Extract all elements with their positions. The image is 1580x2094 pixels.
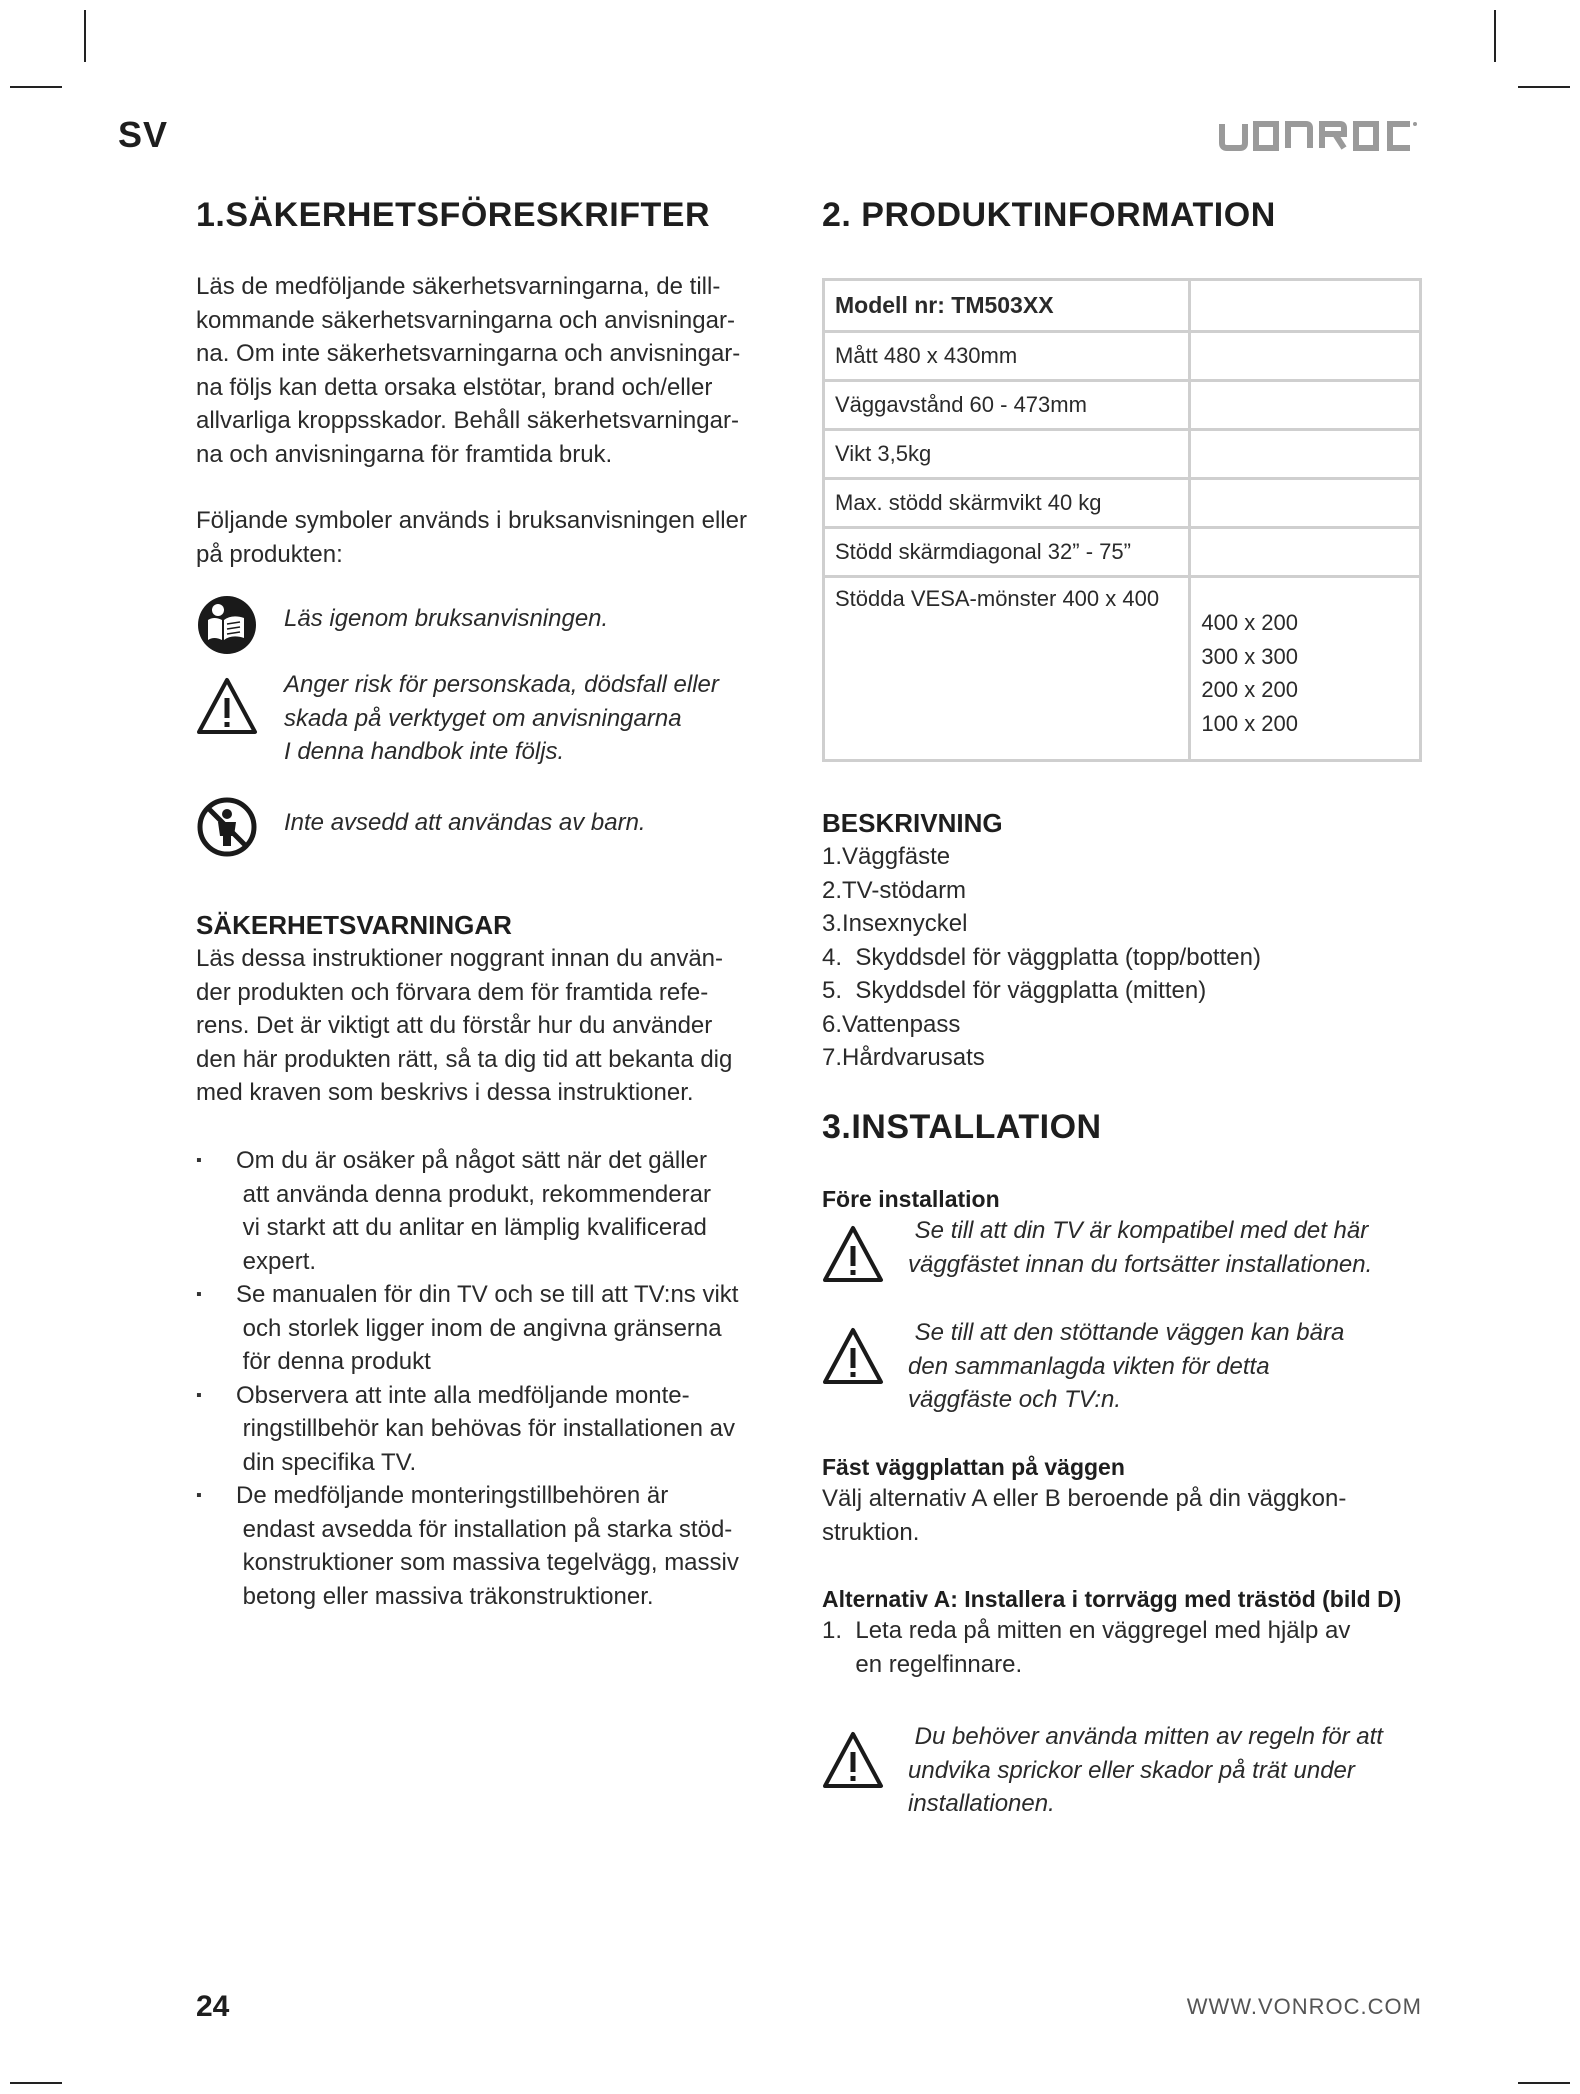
symbol-text: Läs igenom bruksanvisningen. — [284, 605, 609, 632]
warning-text — [908, 1214, 1372, 1281]
section-title-safety: 1.SÄKERHETSFÖRESKRIFTER — [196, 196, 710, 234]
text-line: der produkten och förvara dem för framtida refe- — [196, 978, 709, 1006]
safety-warnings-title: SÄKERHETSVARNINGAR — [196, 910, 512, 940]
fasten-plate-title: Fäst väggplattan på väggen — [822, 1454, 1125, 1480]
text-line: installationen. — [908, 1790, 1055, 1817]
text-line: att använda denna produkt, rekommenderar — [236, 1180, 711, 1208]
page-number: 24 — [196, 1990, 230, 2023]
text-line: Se till att den stöttande väggen kan bära — [908, 1319, 1345, 1346]
text-line: expert. — [236, 1247, 317, 1275]
text-line: ringstillbehör kan behövas för installationen av — [236, 1415, 735, 1442]
text-line: din specifika TV. — [236, 1448, 417, 1476]
text-line: allvarliga kroppsskador. Behåll säkerhetsvarningar- — [196, 407, 739, 434]
table-cell — [1190, 479, 1421, 528]
vesa-value: 400 x 200 — [1201, 610, 1299, 635]
symbol-text — [284, 668, 719, 769]
text-line: en regelfinnare. — [822, 1650, 1023, 1678]
list-item: 4. Skyddsdel för väggplatta (topp/botten) — [822, 943, 1261, 971]
symbols-intro — [196, 504, 796, 571]
text-line: konstruktioner som massiva tegelvägg, massiv — [236, 1549, 739, 1576]
text-line: Se till att din TV är kompatibel med det här — [908, 1217, 1369, 1244]
warning-triangle-icon — [822, 1224, 884, 1286]
crop-mark — [84, 10, 86, 62]
vesa-list — [1201, 586, 1409, 740]
text-line: väggfäste och TV:n. — [908, 1386, 1122, 1413]
list-item: 5. Skyddsdel för väggplatta (mitten) — [822, 977, 1207, 1004]
text-line: undvika sprickor eller skador på trät under — [908, 1756, 1355, 1784]
text-line: kommande säkerhetsvarningarna och anvisningar- — [196, 306, 735, 334]
text-line: na följs kan detta orsaka elstötar, brand och/eller — [196, 373, 713, 401]
text-line: endast avsedda för installation på starka stöd- — [236, 1515, 733, 1543]
table-cell — [1190, 528, 1421, 577]
list-item: 3.Insexnyckel — [822, 910, 968, 937]
table-cell: Väggavstånd 60 - 473mm — [824, 381, 1190, 430]
text-line: na. Om inte säkerhetsvarningarna och anvisningar- — [196, 340, 741, 367]
table-row — [824, 381, 1421, 430]
fasten-plate-text — [822, 1482, 1422, 1549]
text-line: Anger risk för personskada, dödsfall eller — [284, 671, 719, 698]
symbol-warning — [196, 662, 796, 765]
text-line: med kraven som beskrivs i dessa instruktioner. — [196, 1079, 694, 1106]
text-line: för denna produkt — [236, 1348, 431, 1375]
text-line: Läs dessa instruktioner noggrant innan du använ- — [196, 945, 724, 972]
table-cell — [1190, 577, 1421, 761]
vesa-value: 300 x 300 — [1201, 643, 1299, 669]
table-cell: Stödd skärmdiagonal 32” - 75” — [824, 528, 1190, 577]
symbol-read-manual — [196, 594, 796, 656]
read-manual-icon — [196, 594, 258, 656]
warning-triangle-icon — [822, 1730, 884, 1792]
section-title-product-info: 2. PRODUKTINFORMATION — [822, 196, 1276, 234]
list-item: 2.TV-stödarm — [822, 876, 967, 904]
alternative-a-title: Alternativ A: Installera i torrvägg med trästöd (bild D) — [822, 1586, 1402, 1612]
table-cell — [1190, 332, 1421, 381]
list-item — [196, 1379, 796, 1480]
table-cell: Modell nr: TM503XX — [824, 280, 1190, 332]
safety-bullet-list — [196, 1144, 796, 1613]
warning-triangle-icon — [822, 1326, 884, 1388]
list-item — [196, 1479, 796, 1613]
table-row — [824, 280, 1421, 332]
text-line: den sammanlagda vikten för detta — [908, 1352, 1270, 1380]
table-cell: Mått 480 x 430mm — [824, 332, 1190, 381]
text-line: 1. Leta reda på mitten en väggregel med hjälp av — [822, 1617, 1351, 1644]
text-line: na och anvisningarna för framtida bruk. — [196, 440, 613, 468]
text-line: I denna handbok inte följs. — [284, 738, 565, 765]
table-cell: Max. stödd skärmvikt 40 kg — [824, 479, 1190, 528]
vesa-value: 100 x 200 — [1201, 710, 1299, 736]
text-line: Följande symboler används i bruksanvisningen eller — [196, 507, 747, 534]
table-row — [824, 577, 1421, 761]
list-item — [196, 1278, 796, 1379]
text-line: Du behöver använda mitten av regeln för att — [908, 1723, 1383, 1750]
symbol-no-children — [196, 796, 796, 858]
website-url: WWW.VONROC.COM — [1186, 1994, 1422, 2019]
section-title-installation: 3.INSTALLATION — [822, 1108, 1102, 1146]
warning-text — [908, 1720, 1383, 1821]
crop-mark — [10, 86, 62, 88]
warning-triangle-icon — [196, 676, 258, 738]
table-cell: Vikt 3,5kg — [824, 430, 1190, 479]
table-row — [824, 430, 1421, 479]
table-cell: Stödda VESA-mönster 400 x 400 — [824, 577, 1190, 761]
symbol-text: Inte avsedd att användas av barn. — [284, 809, 646, 836]
list-item: 1.Väggfäste — [822, 843, 951, 870]
table-cell — [1190, 430, 1421, 479]
list-item: 7.Hårdvarusats — [822, 1044, 985, 1071]
crop-mark — [1494, 10, 1496, 62]
text-line: skada på verktyget om anvisningarna — [284, 704, 682, 732]
spec-table — [822, 278, 1422, 762]
text-line: på produkten: — [196, 540, 343, 568]
text-line: vi starkt att du anlitar en lämplig kvalificerad — [236, 1214, 707, 1241]
list-item — [196, 1144, 796, 1278]
safety-intro — [196, 270, 796, 471]
before-installation-title: Före installation — [822, 1186, 1000, 1212]
text-line: och storlek ligger inom de angivna gränserna — [236, 1314, 722, 1342]
text-line: ▪ Observera att inte alla medföljande monte- — [236, 1381, 690, 1409]
crop-mark — [1518, 2082, 1570, 2084]
language-code: SV — [118, 114, 169, 155]
table-row — [824, 528, 1421, 577]
vesa-value: 200 x 200 — [1201, 677, 1299, 702]
alternative-a-step — [822, 1614, 1422, 1681]
table-row — [824, 479, 1421, 528]
brand-logo — [1218, 114, 1418, 158]
table-row — [824, 332, 1421, 381]
no-children-icon — [196, 796, 258, 858]
list-item: 6.Vattenpass — [822, 1010, 961, 1038]
crop-mark — [10, 2082, 62, 2084]
text-line: den här produkten rätt, så ta dig tid att bekanta dig — [196, 1045, 733, 1073]
text-line: Läs de medföljande säkerhetsvarningarna, de till- — [196, 273, 721, 300]
text-line: struktion. — [822, 1518, 920, 1546]
text-line: ▪ Se manualen för din TV och se till att TV:ns vikt — [236, 1281, 739, 1308]
vonroc-logo-icon — [1218, 121, 1418, 151]
safety-warnings-intro — [196, 942, 796, 1110]
text-line: betong eller massiva träkonstruktioner. — [236, 1582, 654, 1610]
text-line: ▪ Om du är osäker på något sätt när det gäller — [236, 1147, 707, 1174]
text-line: väggfästet innan du fortsätter installationen. — [908, 1250, 1373, 1278]
text-line: Välj alternativ A eller B beroende på din väggkon- — [822, 1485, 1347, 1512]
table-cell — [1190, 280, 1421, 332]
crop-mark — [1518, 86, 1570, 88]
warning-text — [908, 1316, 1344, 1417]
table-cell — [1190, 381, 1421, 430]
text-line: rens. Det är viktigt att du förstår hur du använder — [196, 1012, 713, 1039]
description-title: BESKRIVNING — [822, 808, 1003, 838]
description-list — [822, 840, 1422, 1075]
text-line: ▪ De medföljande monteringstillbehören är — [236, 1482, 669, 1509]
